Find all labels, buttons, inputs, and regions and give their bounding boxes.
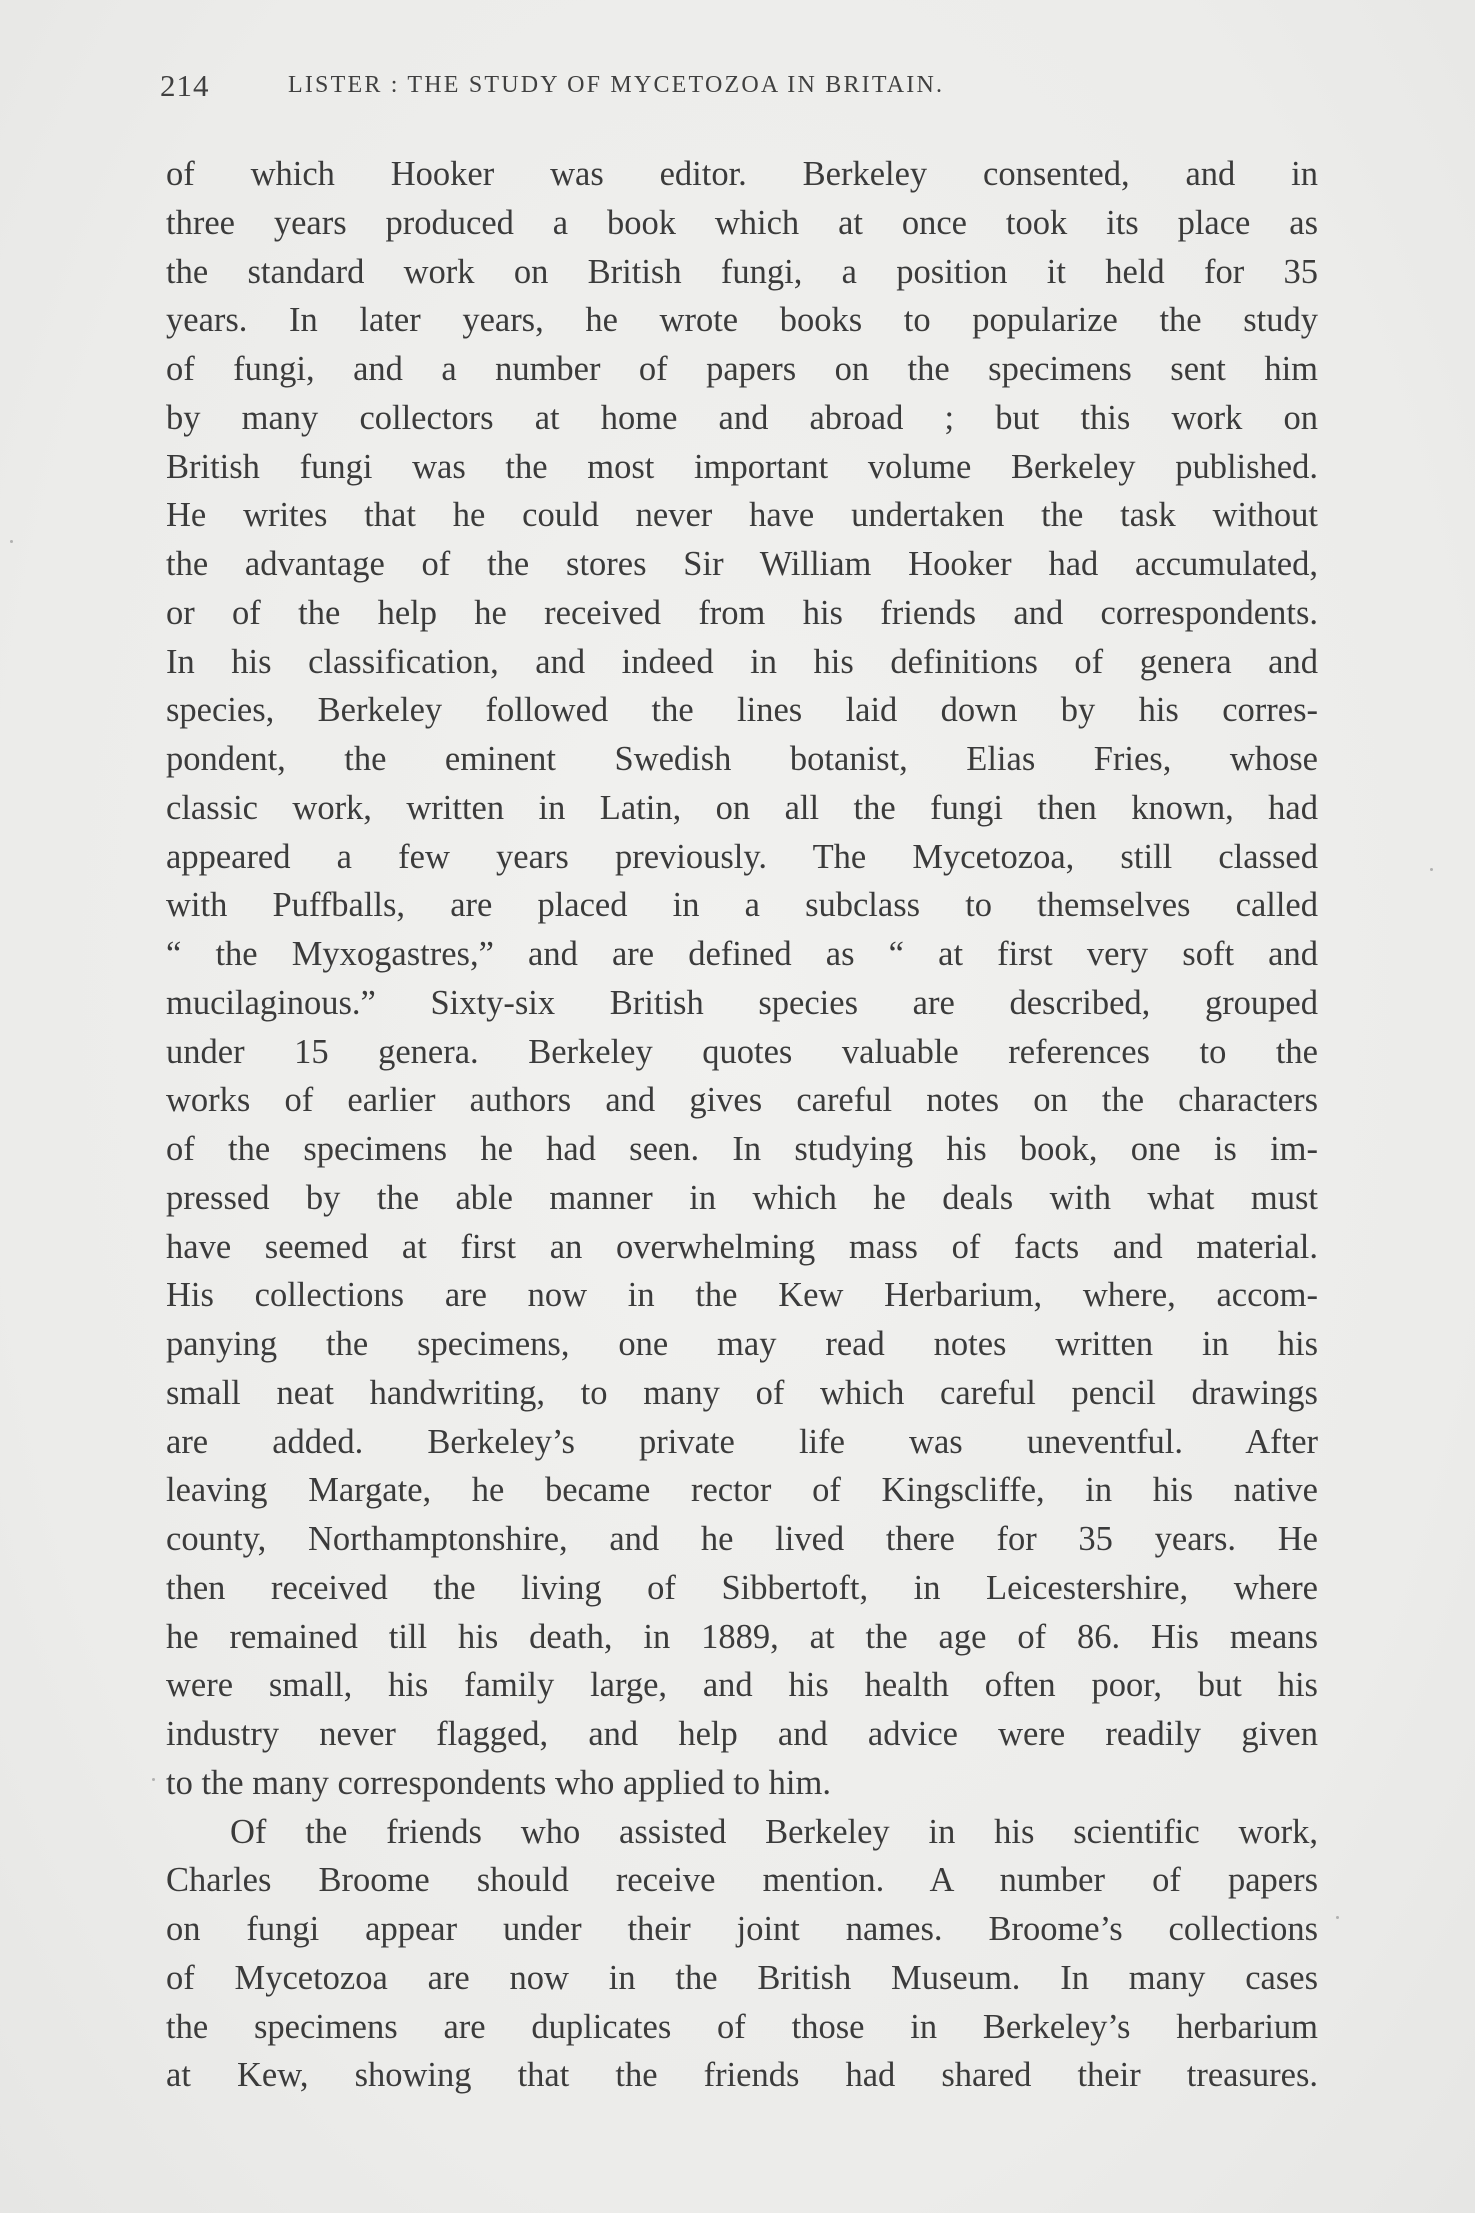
text-line: pondent, the eminent Swedish botanist, Elias Fries, whose — [166, 740, 1318, 778]
text-line: panying the specimens, one may read notes written in his — [166, 1325, 1318, 1363]
text-line: were small, his family large, and his health often poor, but his — [166, 1666, 1318, 1705]
text-line: Charles Broome should receive mention. A number of papers — [166, 1861, 1318, 1900]
paragraph-1 — [166, 150, 1318, 1808]
text-line: by many collectors at home and abroad ; but this work on — [166, 398, 1318, 437]
running-head — [160, 68, 1320, 112]
body-text — [166, 150, 1318, 2100]
paper-speck — [1430, 868, 1433, 871]
text-line: species, Berkeley followed the lines laid down by his corres- — [166, 691, 1318, 730]
text-line: “ the Myxogastres,” and are defined as “ at first very soft and — [166, 935, 1318, 973]
text-line: have seemed at first an overwhelming mass of facts and material. — [166, 1227, 1318, 1266]
text-line: classic work, written in Latin, on all the fungi then known, had — [166, 788, 1318, 827]
text-line: county, Northamptonshire, and he lived there for 35 years. He — [166, 1520, 1318, 1558]
text-line: the advantage of the stores Sir William Hooker had accumulated, — [166, 545, 1318, 583]
text-line: three years produced a book which at once took its place as — [166, 203, 1318, 242]
text-line: of the specimens he had seen. In studying his book, one is im- — [166, 1130, 1318, 1168]
text-line: are added. Berkeley’s private life was uneventful. After — [166, 1422, 1318, 1461]
text-line: of fungi, and a number of papers on the specimens sent him — [166, 350, 1318, 388]
text-line: with Puffballs, are placed in a subclass to themselves called — [166, 886, 1318, 925]
text-line: His collections are now in the Kew Herbarium, where, accom- — [166, 1276, 1318, 1315]
text-line: the standard work on British fungi, a position it held for 35 — [166, 252, 1318, 291]
paper-speck — [152, 1778, 155, 1781]
text-line: of which Hooker was editor. Berkeley consented, and in — [166, 155, 1318, 193]
text-line: he remained till his death, in 1889, at the age of 86. His means — [166, 1617, 1318, 1656]
text-line: In his classification, and indeed in his definitions of genera and — [166, 642, 1318, 681]
text-line: Of the friends who assisted Berkeley in his scientific work, — [230, 1812, 1318, 1851]
text-line: British fungi was the most important volume Berkeley published. — [166, 447, 1318, 486]
text-line: then received the living of Sibbertoft, in Leicestershire, where — [166, 1568, 1318, 1607]
paragraph-2 — [166, 1808, 1318, 2101]
text-line: or of the help he received from his friends and correspondents. — [166, 593, 1318, 632]
text-line: of Mycetozoa are now in the British Museum. In many cases — [166, 1958, 1318, 1997]
text-line: at Kew, showing that the friends had shared their treasures. — [166, 2056, 1318, 2095]
page-number: 214 — [160, 68, 210, 103]
text-line: He writes that he could never have undertaken the task without — [166, 496, 1318, 535]
text-line: appeared a few years previously. The Mycetozoa, still classed — [166, 837, 1318, 876]
text-line: years. In later years, he wrote books to popularize the study — [166, 301, 1318, 340]
text-line: pressed by the able manner in which he deals with what must — [166, 1178, 1318, 1217]
text-line: under 15 genera. Berkeley quotes valuable references to the — [166, 1032, 1318, 1071]
text-line: works of earlier authors and gives careful notes on the characters — [166, 1081, 1318, 1120]
paper-speck — [1336, 1916, 1339, 1919]
text-line: to the many correspondents who applied to him. — [166, 1763, 831, 1802]
text-line: industry never flagged, and help and advice were readily given — [166, 1715, 1318, 1753]
text-line: leaving Margate, he became rector of Kingscliffe, in his native — [166, 1471, 1318, 1510]
text-line: on fungi appear under their joint names. Broome’s collections — [166, 1910, 1318, 1948]
text-line: the specimens are duplicates of those in Berkeley’s herbarium — [166, 2007, 1318, 2046]
text-line: mucilaginous.” Sixty-six British species are described, grouped — [166, 983, 1318, 1022]
text-line: small neat handwriting, to many of which careful pencil drawings — [166, 1373, 1318, 1412]
paper-speck — [10, 540, 13, 543]
running-title: LISTER : THE STUDY OF MYCETOZOA IN BRITAIN. — [288, 72, 945, 98]
